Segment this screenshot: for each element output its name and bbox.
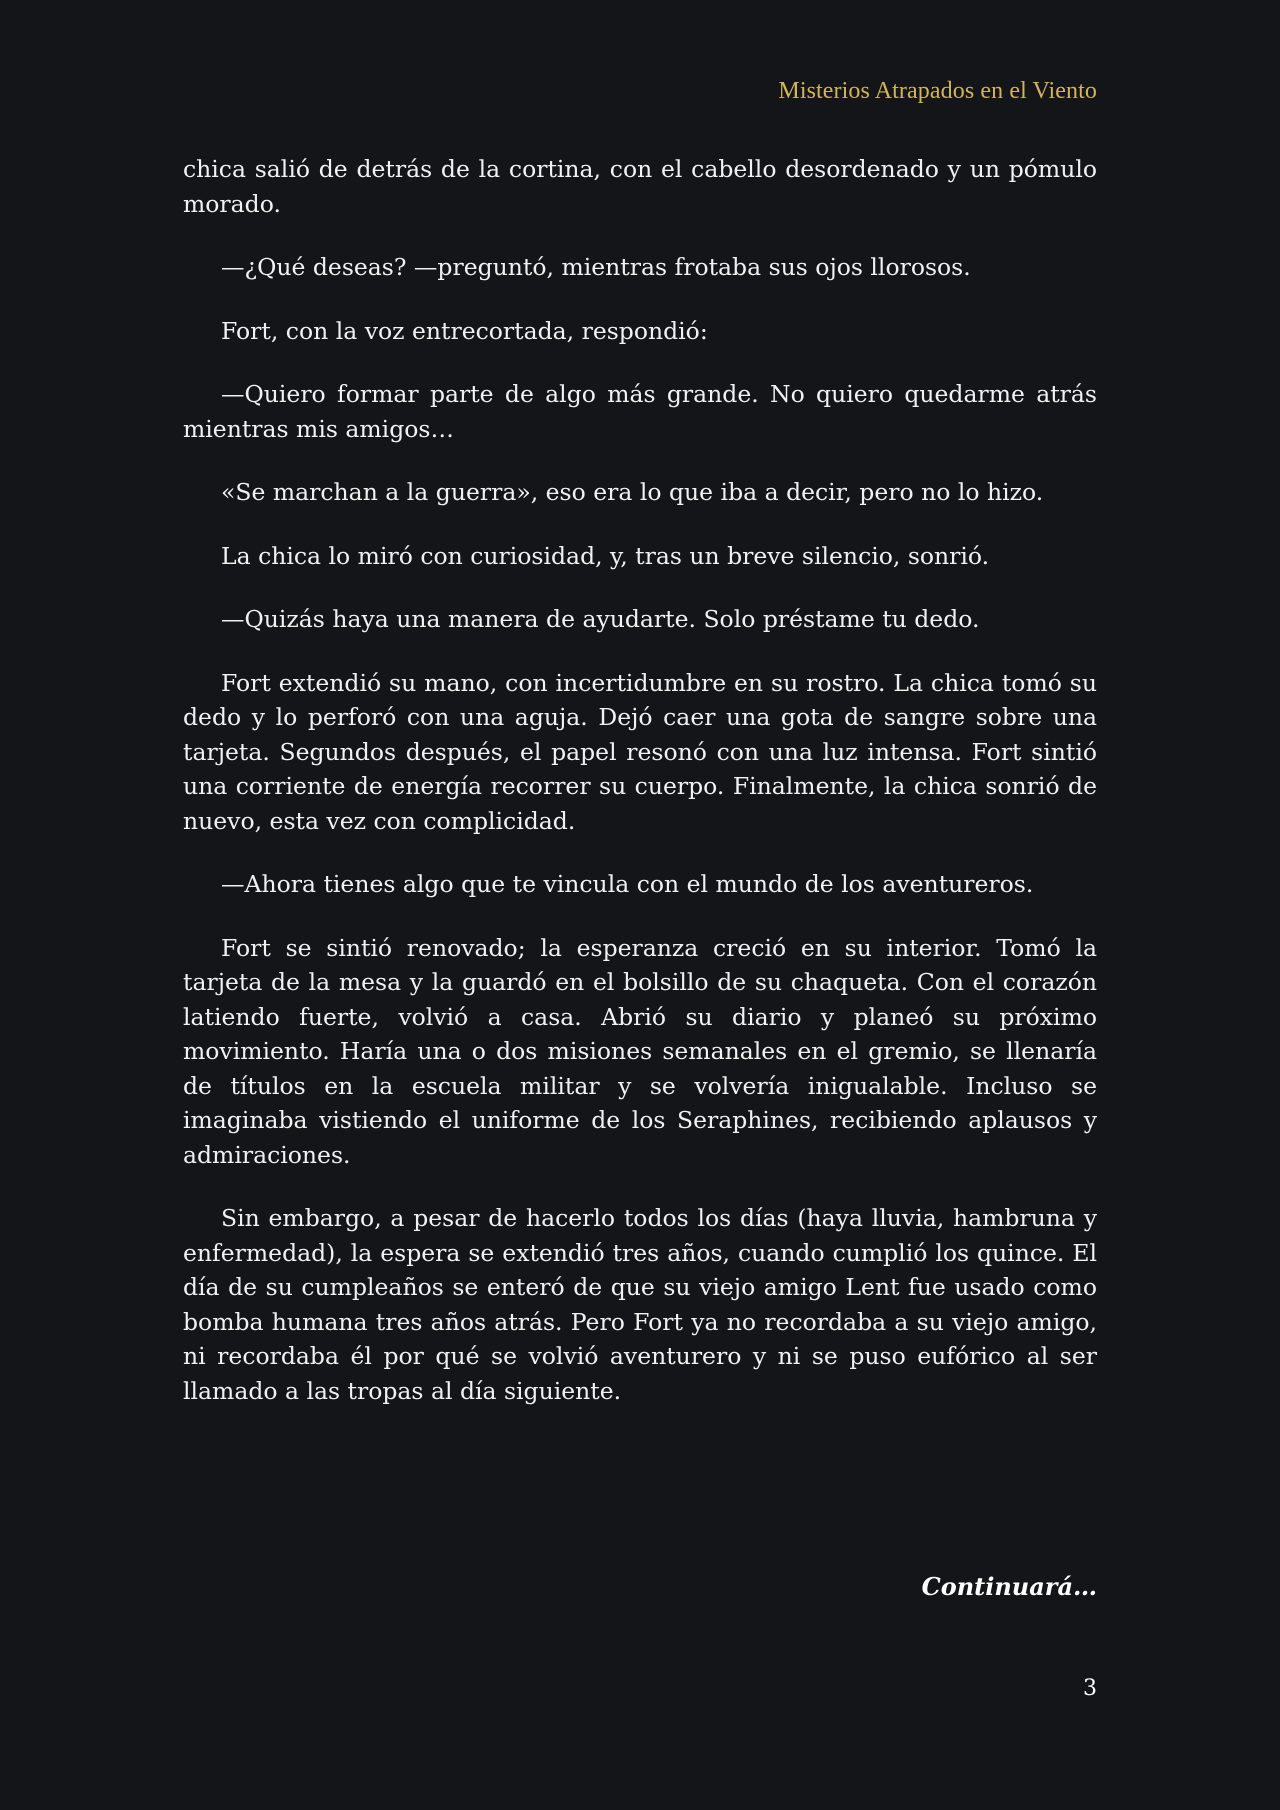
- paragraph-3: Fort, con la voz entrecortada, respondió:: [221, 316, 708, 345]
- paragraph-5: «Se marchan a la guerra», eso era lo que iba a decir, pero no lo hizo.: [221, 478, 1044, 506]
- paragraph-10: Fort se sintió renovado; la esperanza creció en su interior. Tomó la tarjeta de la mesa y la guardó en el bolsillo de su chaqueta. Con el corazón latiendo fuerte, volvió a casa. Abrió su diario y planeó su próximo movimiento. Haría una o dos misiones semanales en el gremio, se llenaría de títulos en la escuela militar y se volvería inigualable. Incluso se imaginaba vistiendo el uniforme de los Seraphines, recibiendo aplausos y admiraciones.: [183, 933, 1097, 1169]
- paragraph-11: Sin embargo, a pesar de hacerlo todos los días (haya lluvia, hambruna y enfermedad), la espera se extendió tres años, cuando cumplió los quince. El día de su cumpleaños se enteró de que su viejo amigo Lent fue usado como bomba humana tres años atrás. Pero Fort ya no recordaba a su viejo amigo, ni recordaba él por qué se volvió aventurero y ni se puso eufórico al ser llamado a las tropas al día siguiente.: [183, 1204, 1097, 1405]
- paragraph-2: —¿Qué deseas? —preguntó, mientras frotaba sus ojos llorosos.: [221, 253, 971, 281]
- paragraph-7: —Quizás haya una manera de ayudarte. Solo préstame tu dedo.: [221, 605, 980, 633]
- running-header-title: Misterios Atrapados en el Viento: [778, 78, 1097, 104]
- paragraph-4: —Quiero formar parte de algo más grande. No quiero quedarme atrás mientras mis amigos…: [183, 380, 1097, 443]
- paragraph-8: Fort extendió su mano, con incertidumbre en su rostro. La chica tomó su dedo y lo perforó con una aguja. Dejó caer una gota de sangre sobre una tarjeta. Segundos después, el papel resonó con una luz intensa. Fort sintió una corriente de energía recorrer su cuerpo. Finalmente, la chica sonrió de nuevo, esta vez con complicidad.: [183, 668, 1097, 835]
- to-be-continued: Continuará…: [921, 1572, 1097, 1601]
- page-number: 3: [1083, 1676, 1097, 1701]
- paragraph-6: La chica lo miró con curiosidad, y, tras un breve silencio, sonrió.: [221, 541, 990, 570]
- body-text: [183, 152, 1097, 1437]
- paragraph-9: —Ahora tienes algo que te vincula con el mundo de los aventureros.: [221, 870, 1034, 898]
- paragraph-1: chica salió de detrás de la cortina, con el cabello desordenado y un pómulo morado.: [183, 155, 1097, 218]
